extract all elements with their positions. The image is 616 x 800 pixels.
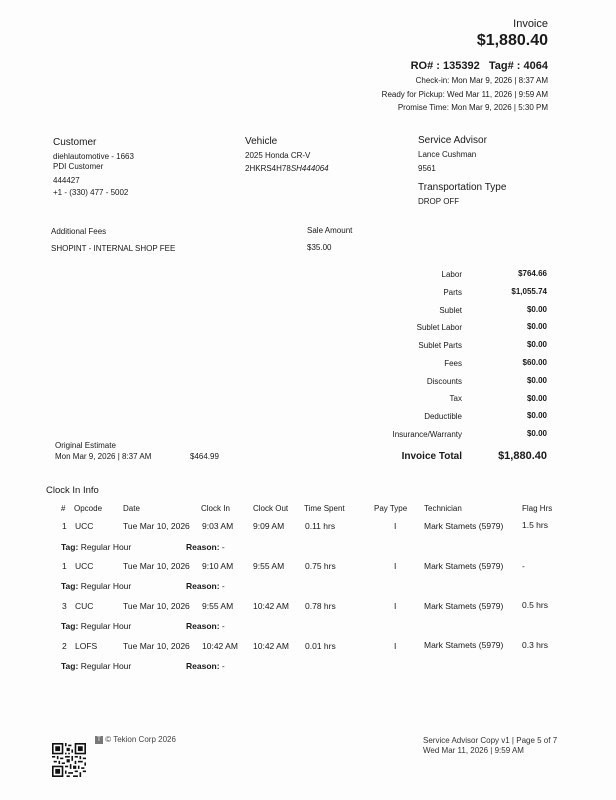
footer-copyright: © Tekion Corp 2026 [105,735,176,744]
row-date: Tue Mar 10, 2026 [123,521,190,531]
row-num: 1 [62,561,67,571]
totals-label-sublet-labor: Sublet Labor [416,323,462,332]
transport-heading: Transportation Type [418,182,507,193]
row-opcode: LOFS [75,641,98,651]
transport-type: DROP OFF [418,197,460,206]
row-opcode: CUC [75,601,94,611]
tag-number: 4064 [523,60,548,72]
ro-tag-line: RO# : 135392 Tag# : 4064 [410,60,548,72]
row-reason [186,661,225,671]
estimate-amount: $464.99 [190,452,219,461]
invoice-title: Invoice [513,18,548,30]
reason-value: - [221,621,225,631]
row-date: Tue Mar 10, 2026 [123,561,190,571]
row-clock-out: 10:42 AM [253,641,289,651]
reason-label: Reason: [186,581,220,591]
col-technician: Technician [424,504,462,513]
totals-label-insurance: Insurance/Warranty [392,430,462,439]
fee-item: SHOPINT - INTERNAL SHOP FEE [51,244,176,253]
row-clock-in: 9:55 AM [202,601,234,611]
tag-label: Tag: [61,542,79,552]
row-clock-out: 9:55 AM [253,561,285,571]
checkin-line [416,76,548,85]
row-technician: Mark Stamets (5979) [424,640,504,650]
invoice-total-header: $1,880.40 [476,32,548,49]
reason-label: Reason: [186,621,220,631]
col-clock-in: Clock In [201,504,230,513]
reason-label: Reason: [186,542,220,552]
col-time-spent: Time Spent [304,504,345,513]
footer-date: Wed Mar 11, 2026 | 9:59 AM [423,746,524,755]
row-time-spent: 0.78 hrs [305,601,336,611]
pickup-value: Wed Mar 11, 2026 | 9:59 AM [447,90,548,99]
row-pay-type: I [394,561,397,571]
promise-label: Promise Time: [397,103,449,112]
fee-amount: $35.00 [307,243,332,252]
row-clock-in: 9:10 AM [202,561,234,571]
tag-value: Regular Hour [80,542,132,552]
row-clock-out: 10:42 AM [253,601,289,611]
ro-number: 135392 [442,60,480,72]
totals-value-sublet-labor: $0.00 [526,322,547,331]
totals-label-fees: Fees [444,359,462,368]
invoice-total-value: $1,880.40 [498,450,547,462]
reason-label: Reason: [186,661,220,671]
totals-label-discounts: Discounts [426,377,462,386]
totals-value-tax: $0.00 [526,394,547,403]
estimate-heading: Original Estimate [55,441,116,450]
row-pay-type: I [394,521,397,531]
promise-value: Mon Mar 9, 2026 | 5:30 PM [451,103,548,112]
totals-label-sublet: Sublet [439,306,462,315]
row-technician: Mark Stamets (5979) [424,561,504,571]
row-reason [186,621,225,631]
reason-value: - [221,542,225,552]
tag-value: Regular Hour [80,661,132,671]
customer-type: PDI Customer [53,162,104,171]
tag-label: Tag: [61,581,79,591]
reason-value: - [221,661,225,671]
customer-heading: Customer [53,137,97,148]
promise-line [398,103,548,112]
invoice-total-label: Invoice Total [401,451,462,462]
row-time-spent: 0.11 hrs [305,521,336,531]
footer-copy-info: Service Advisor Copy v1 | Page 5 of 7 [423,736,558,745]
totals-label-labor: Labor [441,270,462,279]
totals-label-deductible: Deductible [424,412,462,421]
tag-value: Regular Hour [80,581,132,591]
row-opcode: UCC [75,521,94,531]
row-num: 2 [62,641,67,651]
row-time-spent: 0.75 hrs [305,561,336,571]
tag-value: Regular Hour [80,621,132,631]
tag-label: Tag# [488,60,514,72]
customer-number: 444427 [53,176,80,185]
row-tag [61,542,131,552]
ro-label: RO# [410,60,434,72]
totals-value-sublet-parts: $0.00 [526,340,547,349]
pickup-label: Ready for Pickup: [381,90,445,99]
row-technician: Mark Stamets (5979) [424,601,504,611]
col-opcode: Opcode [74,504,103,513]
row-date: Tue Mar 10, 2026 [123,601,190,611]
totals-value-labor: $764.66 [518,269,547,278]
row-flag-hrs: 1.5 hrs [522,520,548,530]
row-clock-in: 10:42 AM [202,641,238,651]
row-reason [186,581,225,591]
fees-heading: Additional Fees [51,227,107,236]
row-clock-in: 9:03 AM [202,521,234,531]
col-flag-hrs: Flag Hrs [522,504,553,513]
totals-value-fees: $60.00 [522,358,547,367]
advisor-name: Lance Cushman [418,150,477,159]
customer-phone: +1 - (330) 477 - 5002 [53,188,129,197]
totals-value-insurance: $0.00 [526,429,547,438]
vin-prefix: 2HKRS4H78 [245,164,291,173]
advisor-id: 9561 [418,164,436,173]
col-pay-type: Pay Type [374,504,408,513]
tag-label: Tag: [61,621,79,631]
clock-heading: Clock In Info [46,485,99,496]
row-num: 1 [62,521,67,531]
row-tag [61,661,131,671]
reason-value: - [221,581,225,591]
row-clock-out: 9:09 AM [253,521,285,531]
row-tag [61,621,131,631]
sale-amount-heading: Sale Amount [307,226,353,235]
customer-name: diehlautomotive - 1663 [53,152,134,161]
vin-suffix: SH444064 [290,164,329,173]
vehicle-vin [245,164,329,173]
row-reason [186,542,225,552]
pickup-line [382,90,548,99]
advisor-heading: Service Advisor [418,135,487,146]
qr-code-icon [52,743,86,777]
tekion-logo-icon: T [95,736,103,744]
estimate-date: Mon Mar 9, 2026 | 8:37 AM [55,452,152,461]
row-opcode: UCC [75,561,94,571]
totals-value-discounts: $0.00 [526,376,547,385]
row-pay-type: I [394,601,397,611]
row-pay-type: I [394,641,397,651]
totals-label-tax: Tax [449,394,462,403]
row-flag-hrs: - [522,561,525,571]
row-num: 3 [62,601,67,611]
vehicle-heading: Vehicle [245,136,278,147]
totals-value-parts: $1,055.74 [511,287,547,296]
col-num: # [61,504,66,513]
totals-value-sublet: $0.00 [526,305,547,314]
checkin-value: Mon Mar 9, 2026 | 8:37 AM [451,76,548,85]
row-date: Tue Mar 10, 2026 [123,641,190,651]
vehicle-model: 2025 Honda CR-V [245,151,311,160]
row-time-spent: 0.01 hrs [305,641,336,651]
tag-label: Tag: [61,661,79,671]
totals-label-parts: Parts [443,288,462,297]
row-technician: Mark Stamets (5979) [424,521,504,531]
row-flag-hrs: 0.5 hrs [522,600,548,610]
totals-value-deductible: $0.00 [526,411,547,420]
row-flag-hrs: 0.3 hrs [522,640,548,650]
row-tag [61,581,131,591]
col-clock-out: Clock Out [253,504,289,513]
col-date: Date [123,504,140,513]
footer-brand [95,735,176,744]
checkin-label: Check-in: [415,76,450,85]
totals-label-sublet-parts: Sublet Parts [418,341,462,350]
